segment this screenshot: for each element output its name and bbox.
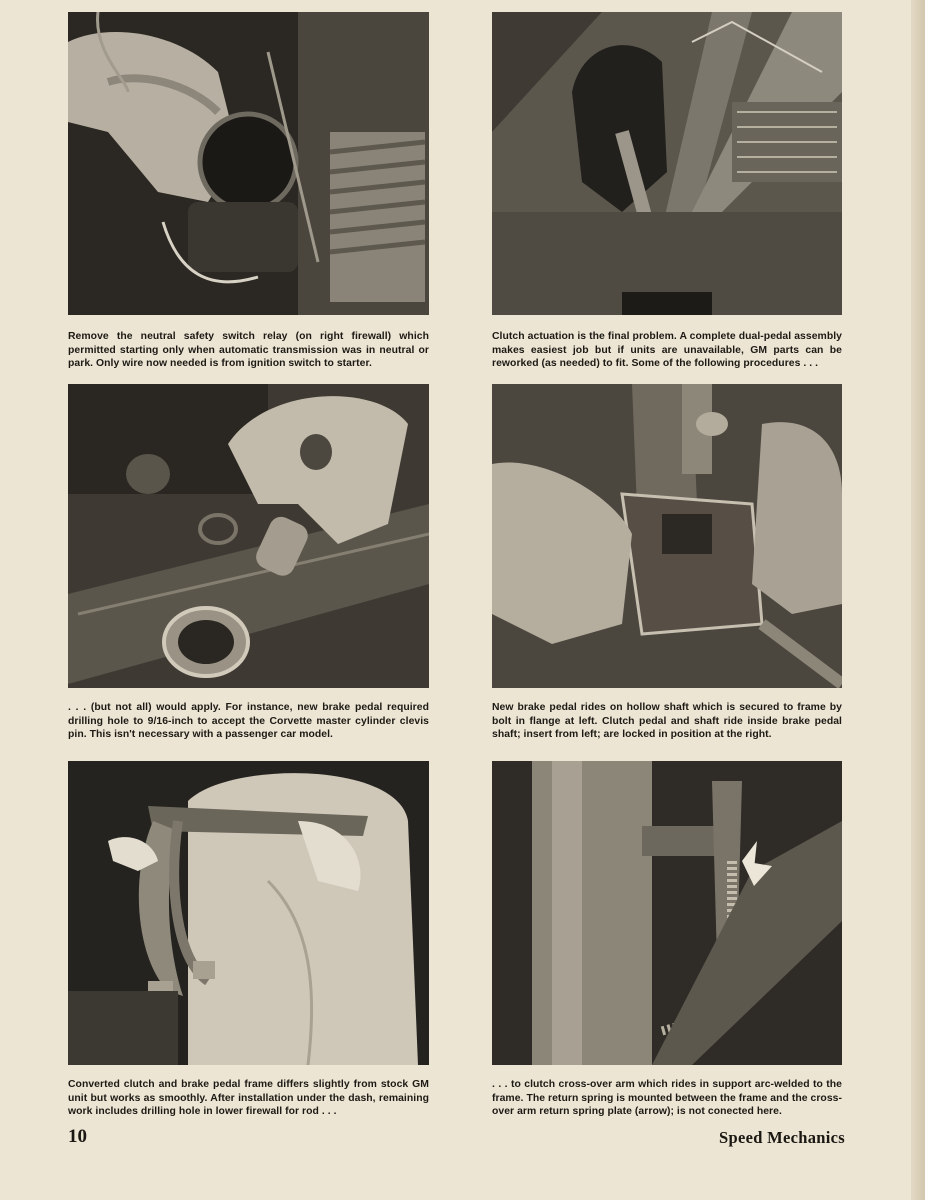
page-number: 10 — [68, 1126, 87, 1147]
photo-cross-over-arm — [492, 761, 842, 1065]
caption-brake-pedal-drilling: . . . (but not all) would apply. For instance, new brake pedal required drilling hole to 9/16-inch to accept the Corvette master cylinder clevis pin. This isn't necessary with a passenger car model. — [68, 702, 429, 741]
magazine-title: Speed Mechanics — [719, 1128, 845, 1147]
caption-brake-pedal-shaft: New brake pedal rides on hollow shaft which is secured to frame by bolt in flange at left. Clutch pedal and shaft ride inside brake pedal shaft; insert from left; are locked in position at the right. — [492, 702, 842, 741]
photo-brake-pedal-drilling — [68, 384, 429, 688]
photo-brake-pedal-shaft — [492, 384, 842, 688]
page-edge — [911, 0, 925, 1200]
photo-neutral-safety-switch — [68, 12, 429, 315]
caption-cross-over-arm: . . . to clutch cross-over arm which rides in support arc-welded to the frame. The return spring is mounted between the frame and the cross-over arm return spring plate (arrow); is not conected here. — [492, 1079, 842, 1118]
caption-pedal-frame: Converted clutch and brake pedal frame differs slightly from stock GM unit but works as smoothly. After installation under the dash, remaining work includes drilling hole in lower firewall for rod . . . — [68, 1079, 429, 1118]
photo-clutch-actuation — [492, 12, 842, 315]
caption-neutral-safety-switch: Remove the neutral safety switch relay (on right firewall) which permitted starting only when automatic transmission was in neutral or park. Only wire now needed is from ignition switch to starter. — [68, 331, 429, 370]
photo-pedal-frame — [68, 761, 429, 1065]
caption-clutch-actuation: Clutch actuation is the final problem. A complete dual-pedal assembly makes easiest job but if units are unavailable, GM parts can be reworked (as needed) to fit. Some of the following procedures . . . — [492, 331, 842, 370]
